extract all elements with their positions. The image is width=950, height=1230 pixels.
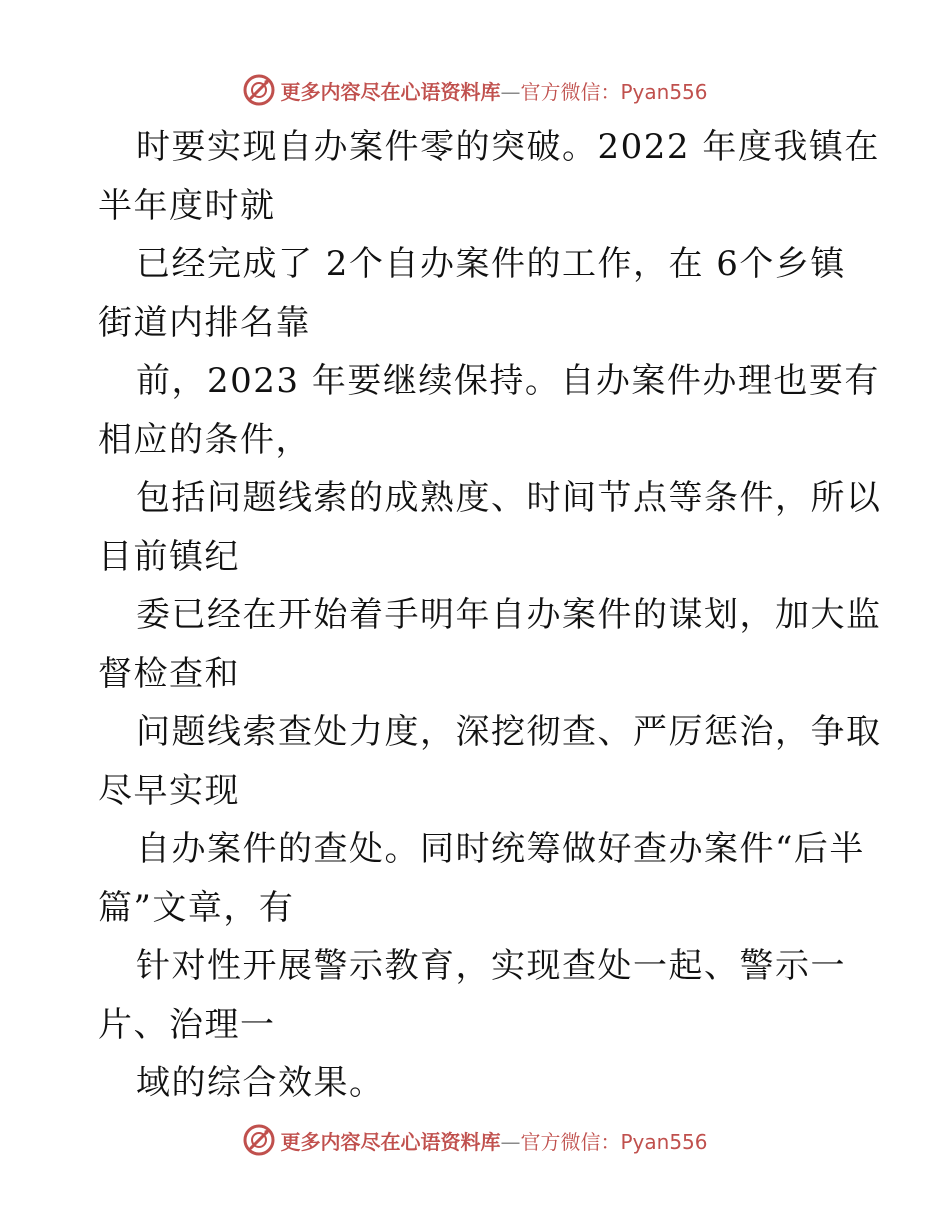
paragraph-line: 问题线索查处力度，深挖彻查、严厉惩治，争取 — [136, 712, 882, 752]
logo-seal-icon — [242, 1123, 276, 1157]
paragraph-line: 篇”文章，有 — [98, 887, 295, 928]
paragraph-line: 相应的条件， — [98, 419, 311, 460]
paragraph-line: 域的综合效果。 — [136, 1063, 385, 1103]
paragraph-line: 自办案件的查处。同时统筹做好查办案件“后半 — [136, 829, 865, 869]
header-banner-text — [280, 76, 707, 105]
footer-banner — [0, 1120, 950, 1160]
footer-banner-dash: — — [500, 1129, 521, 1154]
paragraph-line: 尽早实现 — [98, 770, 240, 811]
footer-banner-contact: 官方微信： — [520, 1129, 621, 1154]
paragraph-line: 针对性开展警示教育，实现查处一起、警示一 — [136, 946, 846, 986]
header-banner-dash: — — [500, 79, 521, 104]
document-body — [98, 118, 882, 1113]
paragraph-line: 督检查和 — [98, 653, 240, 694]
footer-banner-id: Pyan556 — [620, 1129, 708, 1154]
paragraph-line: 目前镇纪 — [98, 536, 240, 577]
header-banner-contact: 官方微信： — [520, 79, 621, 104]
paragraph-line: 时要实现自办案件零的突破。2022 年度我镇在 — [136, 127, 880, 167]
logo-seal-icon — [242, 73, 276, 107]
footer-banner-text — [280, 1126, 707, 1155]
header-banner-title: 更多内容尽在心语资料库 — [280, 79, 501, 104]
paragraph-line: 片、治理一 — [98, 1004, 276, 1045]
paragraph-line: 前，2023 年要继续保持。自办案件办理也要有 — [136, 361, 880, 401]
header-banner-id: Pyan556 — [620, 79, 708, 104]
paragraph-line: 街道内排名靠 — [98, 302, 311, 343]
paragraph-line: 委已经在开始着手明年自办案件的谋划，加大监 — [136, 595, 882, 635]
paragraph-line: 半年度时就 — [98, 185, 276, 226]
footer-banner-title: 更多内容尽在心语资料库 — [280, 1129, 501, 1154]
paragraph-line: 已经完成了 2个自办案件的工作，在 6个乡镇 — [136, 244, 846, 284]
header-banner — [0, 70, 950, 110]
paragraph-line: 包括问题线索的成熟度、时间节点等条件，所以 — [136, 478, 882, 518]
